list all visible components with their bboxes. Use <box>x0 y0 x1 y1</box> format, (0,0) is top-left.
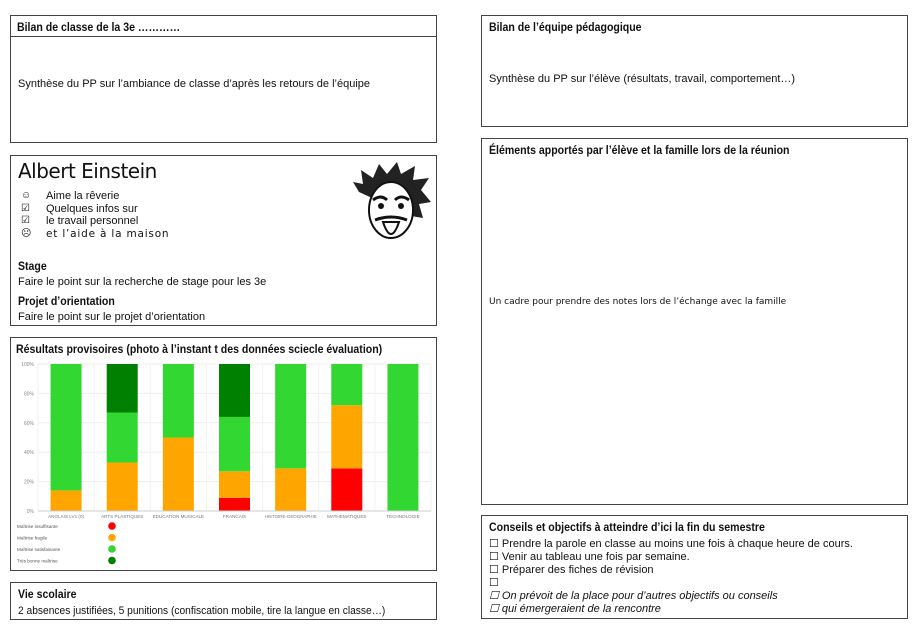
objective-item[interactable] <box>489 603 853 616</box>
bar-segment <box>163 364 194 438</box>
x-tick-label: MATHEMATIQUES <box>327 514 367 519</box>
famille-title: Éléments apportés par l’élève et la famille lors de la réunion <box>489 143 790 157</box>
objective-item[interactable] <box>489 577 853 590</box>
bar-segment <box>107 364 138 413</box>
legend-marker <box>108 522 116 530</box>
bar-segment <box>107 413 138 463</box>
bilan-classe-panel <box>10 15 437 143</box>
bar-segment <box>275 468 306 511</box>
objective-item[interactable] <box>489 551 853 564</box>
bar-segment <box>51 364 82 490</box>
legend-marker <box>108 545 116 553</box>
x-tick-label: ANGLAIS LV1 (0) <box>48 514 85 519</box>
bar-segment <box>275 364 306 468</box>
checkbox-checked-icon: ☑ <box>21 202 30 214</box>
checkbox-icon[interactable]: ☐ <box>489 538 502 550</box>
bar-segment <box>163 438 194 512</box>
checkbox-icon[interactable]: ☐ <box>489 564 502 576</box>
bilan-classe-title: Bilan de classe de la 3e ………… <box>17 20 181 34</box>
student-note-text: Aime la rêverie <box>46 190 120 202</box>
x-tick-label: ARTS PLASTIQUES <box>101 514 144 519</box>
legend-label: Maîtrise satisfaisante <box>17 547 61 552</box>
objective-text: qui émergeraient de la rencontre <box>501 603 661 615</box>
bar-segment <box>219 471 250 497</box>
checkbox-icon[interactable]: ☐ <box>489 577 499 589</box>
legend-label: Maîtrise insuffisante <box>17 524 58 529</box>
y-tick-label: 60% <box>23 420 34 427</box>
smile-icon: ☺ <box>21 190 32 201</box>
checkbox-icon[interactable]: ☐ <box>489 603 502 615</box>
student-note-item <box>21 228 169 241</box>
x-tick-label: FRANCAIS <box>222 514 247 519</box>
vie-scolaire-text[interactable]: 2 absences justifiées, 5 punitions (confiscation mobile, tire la langue en classe…) <box>18 605 386 617</box>
student-note-text: et l’aide à la maison <box>46 227 170 240</box>
orientation-title: Projet d’orientation <box>18 294 115 308</box>
objective-text: Prendre la parole en classe au moins une fois à chaque heure de cours. <box>501 538 853 550</box>
y-tick-label: 0% <box>26 509 34 515</box>
bar-segment <box>387 364 418 511</box>
checkbox-icon[interactable]: ☐ <box>489 590 502 602</box>
vie-scolaire-panel <box>10 582 437 620</box>
y-tick-label: 80% <box>23 391 34 398</box>
bilan-classe-header <box>11 16 436 37</box>
checkbox-checked-icon: ☑ <box>21 215 30 226</box>
results-panel <box>10 337 437 571</box>
objective-item[interactable] <box>489 538 853 551</box>
equipe-text[interactable]: Synthèse du PP sur l’élève (résultats, travail, comportement…) <box>489 73 796 85</box>
bilan-classe-text[interactable]: Synthèse du PP sur l’ambiance de classe d’après les retours de l’équipe <box>18 78 370 90</box>
equipe-panel <box>481 15 908 127</box>
student-panel <box>10 155 437 326</box>
bar-segment <box>331 468 362 511</box>
student-note-item <box>21 190 169 203</box>
bar-segment <box>331 364 362 405</box>
einstein-portrait <box>351 162 431 246</box>
x-tick-label: EDUCATION MUSICALE <box>152 514 205 519</box>
legend-marker <box>108 534 116 542</box>
famille-panel <box>481 138 908 505</box>
stage-title: Stage <box>18 259 47 273</box>
stage-text[interactable]: Faire le point sur la recherche de stage pour les 3e <box>18 276 267 288</box>
bar-segment <box>51 490 82 511</box>
legend-label: Très bonne maîtrise <box>17 558 58 564</box>
student-note-item <box>21 215 169 228</box>
x-tick-label: TECHNOLOGIE <box>386 514 420 519</box>
objective-text: Venir au tableau une fois par semaine. <box>501 551 690 563</box>
legend-marker <box>108 557 116 565</box>
y-tick-label: 20% <box>23 479 34 486</box>
legend-label: Maîtrise fragile <box>17 535 48 541</box>
objective-text: Préparer des fiches de révision <box>501 564 654 576</box>
frown-icon: ☹ <box>21 227 32 239</box>
equipe-title: Bilan de l’équipe pédagogique <box>489 20 642 34</box>
student-note-text: Quelques infos sur <box>46 202 138 215</box>
conseils-panel <box>481 515 908 619</box>
bar-segment <box>219 417 250 471</box>
results-chart <box>11 338 436 570</box>
student-note-item <box>21 203 169 216</box>
conseils-title: Conseils et objectifs à atteindre d’ici la fin du semestre <box>489 520 765 534</box>
bar-segment <box>219 364 250 417</box>
objective-item[interactable] <box>489 590 853 603</box>
checkbox-icon[interactable]: ☐ <box>489 551 502 563</box>
orientation-text[interactable]: Faire le point sur le projet d’orientation <box>18 311 206 323</box>
y-tick-label: 40% <box>23 450 34 457</box>
vie-scolaire-title: Vie scolaire <box>18 587 77 601</box>
bar-segment <box>219 498 250 511</box>
x-tick-label: HISTOIRE-GEOGRAPHIE <box>264 514 317 519</box>
chart-title: Résultats provisoires (photo à l’instant t des données sciecle évaluation) <box>16 342 383 356</box>
student-name: Albert Einstein <box>18 159 157 183</box>
famille-text[interactable]: Un cadre pour prendre des notes lors de l’échange avec la famille <box>489 297 787 307</box>
y-tick-label: 100% <box>21 362 34 368</box>
objective-item[interactable] <box>489 564 853 577</box>
bar-segment <box>331 405 362 468</box>
student-note-text: le travail personnel <box>46 215 139 227</box>
bar-segment <box>107 462 138 511</box>
objective-text: On prévoit de la place pour d’autres objectifs ou conseils <box>501 590 778 602</box>
